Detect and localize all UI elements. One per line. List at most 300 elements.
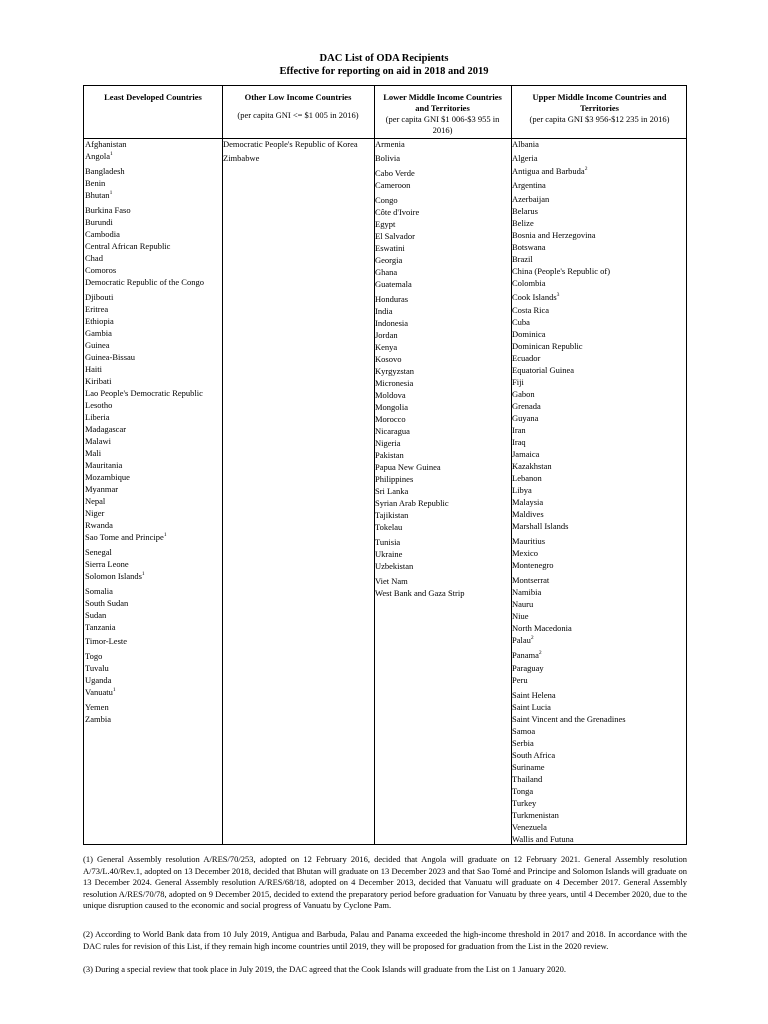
country-cell [512,365,574,376]
country-name: Algeria [512,153,538,163]
country-name: Fiji [512,377,524,387]
country-cell [512,485,532,496]
country-cell [512,738,534,749]
country-cell [512,317,530,328]
country-name: Burkina Faso [85,205,131,215]
country-name: Liberia [85,412,110,422]
country-name: Argentina [512,180,546,190]
footnote-marker: 1 [141,571,145,578]
country-name: Uganda [85,675,112,685]
footnote-1: (1) General Assembly resolution A/RES/70/253, adopted on 12 February 2016, decided that Angola will graduate on 12 February 2021. General Assembly resolution A/73/L.40/Rev.1, adopted on 13 December 2018, decided that Bhutan will graduate on 13 December 2023 and that Sao Tomé and Principe and Solomon Islands will graduate on 13 December 2024. General Assembly resolution A/RES/68/18, adopted on 4 December 2013, decided that Vanuatu will graduate on 4 December 2017. General Assembly resolution A/RES/70/78, adopted on 9 December 2015, decided to extend the preparatory period before graduation for Vanuatu by three years, until 4 December 2020, due to the unique disruption caused to the economic and social progress of Vanuatu by Cyclone Pam. [83,854,687,911]
country-name: Nepal [85,496,106,506]
country-cell [375,402,408,413]
country-cell [512,611,529,622]
country-cell [85,139,127,150]
country-name: Venezuela [512,822,547,832]
country-name: Saint Lucia [512,702,551,712]
column-divider [222,86,223,844]
country-name: Belarus [512,206,538,216]
country-cell [85,496,105,507]
country-name: Syrian Arab Republic [375,498,449,508]
country-name: India [375,306,393,316]
column-heading: Lower Middle Income Countries and Territories [383,92,502,113]
country-name: Sierra Leone [85,559,129,569]
country-cell [512,305,549,316]
country-name: Eswatini [375,243,405,253]
country-name: Burundi [85,217,113,227]
country-cell [512,254,533,265]
country-name: Angola [85,151,111,161]
country-name: Nicaragua [375,426,410,436]
country-cell [375,255,402,266]
country-cell [85,508,104,519]
country-cell [512,599,533,610]
country-cell [85,598,128,609]
country-cell [512,810,559,821]
country-cell [512,329,546,340]
country-cell [375,180,410,191]
country-cell [85,460,122,471]
country-name: Marshall Islands [512,521,569,531]
country-cell [223,139,358,150]
country-name: Ghana [375,267,398,277]
country-name: Kiribati [85,376,112,386]
country-name: Lesotho [85,400,113,410]
country-cell [512,750,555,761]
country-name: Turkmenistan [512,810,559,820]
country-name: Iraq [512,437,526,447]
country-cell [85,166,125,177]
country-cell [85,217,113,228]
country-name: Jamaica [512,449,540,459]
country-name: Guatemala [375,279,412,289]
country-cell [375,306,392,317]
country-cell [512,822,547,833]
country-name: Papua New Guinea [375,462,441,472]
country-cell [85,651,102,662]
country-cell [85,190,112,201]
country-cell [375,426,410,437]
country-name: China (People's Republic of) [512,266,611,276]
country-name: Bhutan [85,190,110,200]
country-cell [85,532,167,543]
country-cell [375,438,401,449]
country-cell [85,340,110,351]
country-name: Costa Rica [512,305,550,315]
country-name: Honduras [375,294,409,304]
country-name: Bolivia [375,153,401,163]
country-cell [375,243,405,254]
country-cell [375,153,400,164]
country-cell [512,341,583,352]
country-name: Sudan [85,610,107,620]
country-name: Senegal [85,547,112,557]
country-name: Bosnia and Herzegovina [512,230,596,240]
country-name: Niue [512,611,529,621]
country-cell [375,414,406,425]
country-cell [85,571,145,582]
country-cell [85,292,113,303]
country-name: Maldives [512,509,544,519]
country-cell [512,461,552,472]
column-heading: Other Low Income Countries [244,92,352,102]
country-cell [85,400,112,411]
country-cell [512,194,549,205]
country-cell [512,536,545,547]
country-cell [375,378,413,389]
country-cell [375,294,408,305]
country-name: Cook Islands [512,292,557,302]
country-cell [85,364,102,375]
country-name: Philippines [375,474,414,484]
country-cell [85,352,135,363]
country-cell [85,388,203,399]
country-name: Montserrat [512,575,550,585]
country-cell [85,253,103,264]
country-name: Paraguay [512,663,544,673]
country-cell [512,425,526,436]
country-name: Congo [375,195,398,205]
country-name: Solomon Islands [85,571,142,581]
country-name: West Bank and Gaza Strip [375,588,465,598]
country-cell [375,390,406,401]
country-cell [375,474,413,485]
country-cell [375,366,414,377]
country-name: Saint Vincent and the Grenadines [512,714,626,724]
country-cell [375,354,401,365]
country-name: Timor-Leste [85,636,128,646]
country-name: Ukraine [375,549,403,559]
country-cell [85,241,170,252]
country-cell [512,521,568,532]
country-cell [512,560,554,571]
country-cell [85,714,111,725]
country-cell [375,486,408,497]
footnote-marker: 2 [584,166,588,173]
column-heading: Upper Middle Income Countries and Territories [532,92,667,113]
country-name: Kosovo [375,354,402,364]
country-cell [85,586,113,597]
country-cell [512,635,534,646]
country-cell [85,328,112,339]
country-name: Cameroon [375,180,411,190]
country-name: Guyana [512,413,539,423]
recipients-table [83,85,687,845]
country-name: Thailand [512,774,543,784]
country-cell [85,277,204,288]
country-name: Jordan [375,330,398,340]
column-subheading: (per capita GNI $3 956-$12 235 in 2016) [529,114,670,124]
country-cell [85,675,111,686]
country-name: Mali [85,448,102,458]
country-cell [512,139,539,150]
country-name: Mauritania [85,460,123,470]
country-cell [375,462,441,473]
country-name: Namibia [512,587,542,597]
country-name: Egypt [375,219,396,229]
country-name: Libya [512,485,532,495]
country-cell [85,376,111,387]
country-cell [512,266,610,277]
country-name: Lebanon [512,473,542,483]
country-name: Tuvalu [85,663,109,673]
country-name: Madagascar [85,424,127,434]
country-cell [85,622,116,633]
country-name: Djibouti [85,292,114,302]
country-name: Malawi [85,436,111,446]
footnote-marker: 2 [530,635,534,642]
country-cell [512,206,538,217]
country-cell [85,412,110,423]
header-other-low-income [222,86,374,138]
country-cell [85,304,108,315]
column-heading: Least Developed Countries [104,92,202,102]
footnote-marker: 3 [556,292,560,299]
country-name: Vanuatu [85,687,113,697]
country-name: Equatorial Guinea [512,365,575,375]
country-cell [512,762,545,773]
country-cell [375,139,405,150]
country-name: Democratic Republic of the Congo [85,277,204,287]
country-name: Peru [512,675,528,685]
footnote-3: (3) During a special review that took place in July 2019, the DAC agreed that the Cook Islands will graduate from the List on 1 January 2020. [83,964,566,974]
country-cell [512,834,574,845]
column-subheading: (per capita GNI <= $1 005 in 2016) [237,110,359,120]
country-name: Iran [512,425,526,435]
country-name: Côte d'Ivoire [375,207,420,217]
country-name: Tunisia [375,537,401,547]
country-name: Bangladesh [85,166,125,176]
country-cell [512,623,572,634]
country-cell [512,714,626,725]
country-name: Serbia [512,738,534,748]
country-cell [375,168,415,179]
country-name: South Sudan [85,598,129,608]
country-name: Niger [85,508,105,518]
country-cell [375,561,413,572]
country-name: Benin [85,178,106,188]
document-title: DAC List of ODA Recipients [319,53,449,64]
country-cell [512,166,587,177]
document-subtitle: Effective for reporting on aid in 2018 and 2019 [279,66,489,77]
country-cell [512,587,541,598]
country-name: Georgia [375,255,403,265]
country-name: Brazil [512,254,533,264]
header-lower-middle-income [374,86,511,138]
country-name: Wallis and Futuna [512,834,574,844]
country-cell [512,497,543,508]
country-name: Somalia [85,586,113,596]
country-name: Tanzania [85,622,116,632]
country-cell [85,424,126,435]
header-least-developed [84,86,222,138]
country-name: Uzbekistan [375,561,414,571]
country-name: Turkey [512,798,537,808]
footnote-2: (2) According to World Bank data from 10 July 2019, Antigua and Barbuda, Palau and Panama exceeded the high-income threshold in 2017 and 2018. In accordance with the DAC rules for revision of this List, if they remain high income countries until 2019, they will be proposed for graduation from the List in the 2020 review. [83,929,687,951]
country-cell [512,153,538,164]
country-cell [375,195,398,206]
country-cell [375,279,412,290]
country-name: Tajikistan [375,510,409,520]
country-cell [85,610,106,621]
country-name: North Macedonia [512,623,572,633]
country-name: Cambodia [85,229,120,239]
country-cell [512,242,546,253]
country-cell [375,576,408,587]
country-name: Dominican Republic [512,341,583,351]
country-name: Indonesia [375,318,409,328]
country-name: Rwanda [85,520,113,530]
country-cell [512,292,559,303]
country-cell [85,436,111,447]
country-name: Nigeria [375,438,401,448]
country-name: Zambia [85,714,111,724]
country-name: Sao Tome and Principe [85,532,164,542]
country-cell [512,663,544,674]
country-cell [375,588,465,599]
footnote-marker: 1 [112,687,116,694]
country-name: Nauru [512,599,534,609]
country-cell [85,484,118,495]
country-cell [85,151,113,162]
country-name: Armenia [375,139,405,149]
country-name: Botswana [512,242,546,252]
country-name: Cuba [512,317,530,327]
country-cell [375,318,408,329]
country-name: Kenya [375,342,398,352]
country-cell [512,230,596,241]
country-cell [375,549,402,560]
country-name: Viet Nam [375,576,408,586]
country-name: Democratic People's Republic of Korea [223,139,358,149]
country-cell [375,231,415,242]
country-name: Eritrea [85,304,109,314]
footnote-marker: 2 [538,650,542,657]
country-name: Tokelau [375,522,403,532]
country-name: Antigua and Barbuda [512,166,585,176]
country-cell [223,153,259,164]
country-name: Myanmar [85,484,119,494]
country-cell [375,330,398,341]
country-cell [85,559,129,570]
column-subheading: (per capita GNI $1 006-$3 955 in 2016) [385,114,500,135]
country-cell [85,229,120,240]
country-name: Palau [512,635,531,645]
country-name: Afghanistan [85,139,127,149]
country-name: El Salvador [375,231,415,241]
country-cell [85,472,130,483]
country-name: South Africa [512,750,556,760]
country-name: Montenegro [512,560,554,570]
country-cell [512,726,535,737]
country-name: Ethiopia [85,316,114,326]
country-name: Zimbabwe [223,153,260,163]
country-cell [85,702,109,713]
country-name: Panama [512,650,539,660]
country-cell [512,353,540,364]
country-name: Grenada [512,401,541,411]
country-name: Ecuador [512,353,541,363]
country-cell [375,510,408,521]
country-name: Suriname [512,762,545,772]
country-name: Gabon [512,389,535,399]
country-cell [375,207,419,218]
country-cell [85,205,131,216]
country-cell [85,448,101,459]
country-cell [512,437,526,448]
country-name: Malaysia [512,497,544,507]
footnote-marker: 1 [110,151,113,158]
country-cell [512,449,539,460]
country-name: Mongolia [375,402,409,412]
country-name: Lao People's Democratic Republic [85,388,203,398]
country-cell [85,265,116,276]
country-name: Yemen [85,702,109,712]
country-cell [512,278,546,289]
country-name: Moldova [375,390,406,400]
country-name: Saint Helena [512,690,556,700]
country-cell [375,267,397,278]
country-cell [512,180,546,191]
country-name: Micronesia [375,378,414,388]
country-cell [85,316,114,327]
country-name: Belize [512,218,534,228]
country-cell [512,509,544,520]
country-cell [512,786,533,797]
country-cell [512,218,534,229]
country-name: Sri Lanka [375,486,409,496]
country-cell [85,178,105,189]
country-cell [512,575,549,586]
country-cell [375,450,404,461]
country-name: Mauritius [512,536,546,546]
country-cell [512,675,528,686]
country-cell [512,413,538,424]
country-cell [375,522,402,533]
country-name: Haiti [85,364,102,374]
country-cell [375,219,395,230]
country-cell [85,636,127,647]
country-cell [512,690,556,701]
country-name: Guinea [85,340,110,350]
country-name: Pakistan [375,450,404,460]
footnote-marker: 1 [163,532,167,539]
country-name: Albania [512,139,539,149]
country-cell [85,687,116,698]
country-name: Mozambique [85,472,130,482]
country-cell [85,663,109,674]
country-name: Central African Republic [85,241,171,251]
country-name: Kyrgyzstan [375,366,415,376]
country-cell [512,650,542,661]
country-name: Samoa [512,726,536,736]
country-cell [512,798,536,809]
country-name: Morocco [375,414,406,424]
header-upper-middle-income [511,86,688,138]
country-cell [375,342,397,353]
country-name: Gambia [85,328,112,338]
country-name: Togo [85,651,103,661]
country-cell [85,547,112,558]
country-cell [85,520,113,531]
country-name: Colombia [512,278,546,288]
country-cell [375,498,449,509]
country-cell [512,774,542,785]
country-name: Azerbaijan [512,194,550,204]
footnote-marker: 1 [109,190,113,197]
country-cell [512,377,524,388]
country-cell [512,389,535,400]
